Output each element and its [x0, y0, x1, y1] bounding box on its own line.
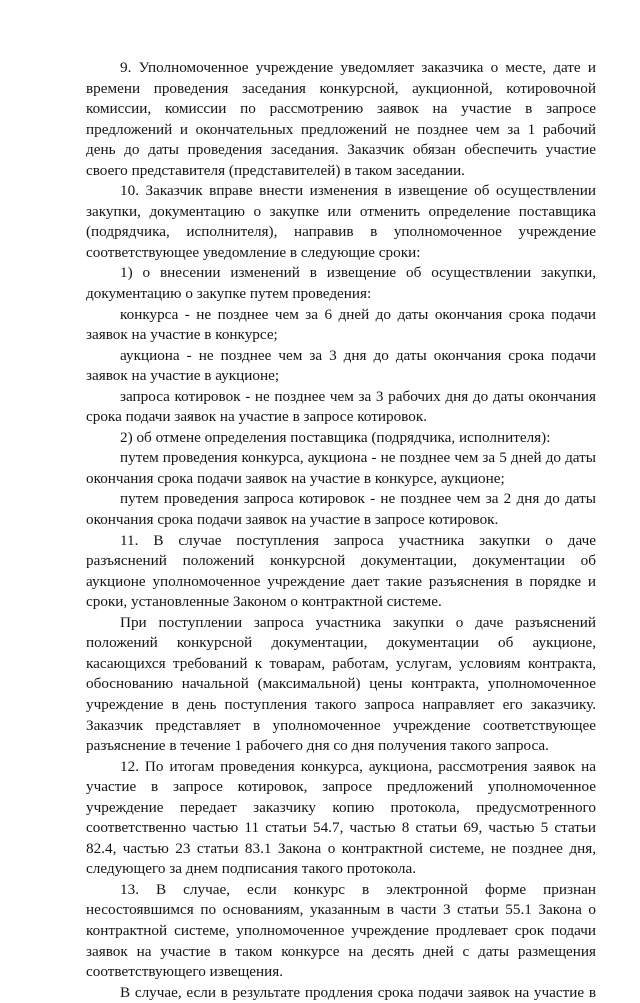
text-line: заявок на участие в конкурсе;	[86, 326, 278, 344]
text-line: конкурса - не позднее чем за 6 дней до даты окончания срока подачи	[120, 305, 596, 323]
text-line: 2) об отмене определения поставщика (подрядчика, исполнителя):	[120, 428, 551, 446]
text-line: предложений и окончательных предложений не позднее чем за 1 рабочий	[86, 120, 596, 138]
text-line: Заказчик представляет в уполномоченное учреждение соответствующее	[86, 716, 596, 734]
text-line: При поступлении запроса участника закупки о даче разъяснений	[120, 613, 596, 631]
text-line: учреждение передает заказчику копию протокола, предусмотренного	[86, 798, 596, 816]
text-line: заявок на участие в аукционе;	[86, 367, 280, 385]
text-line: аукционе уполномоченное учреждение дает такие разъяснения в порядке и	[86, 572, 596, 590]
text-line: соответствующего извещения.	[86, 963, 284, 981]
text-line: разъяснение в течение 1 рабочего дня со дня получения такого запроса.	[86, 737, 549, 755]
text-line: 1) о внесении изменений в извещение об осуществлении закупки,	[120, 264, 596, 282]
text-line: 82.4, частью 23 статьи 83.1 Закона о контрактной системе, не позднее дня,	[86, 839, 596, 857]
text-line: положений конкурсной документации, документации об аукционе,	[86, 634, 596, 652]
text-line: документацию о закупке путем проведения:	[86, 285, 372, 303]
text-line: учреждение в день поступления такого запроса направляет его заказчику.	[86, 695, 596, 713]
text-line: несостоявшимся по основаниям, указанным в части 3 статьи 55.1 Закона о	[86, 901, 596, 919]
text-line: аукциона - не позднее чем за 3 дня до даты окончания срока подачи	[120, 346, 596, 364]
text-line: (подрядчика, исполнителя), направив в уполномоченное учреждение	[86, 223, 596, 241]
text-line: касающихся требований к товарам, работам, услугам, условиям контракта,	[86, 654, 596, 672]
text-line: соответствующее уведомление в следующие сроки:	[86, 243, 421, 261]
text-line: срока подачи заявок на участие в запросе котировок.	[86, 408, 428, 426]
text-line: В случае, если в результате продления срока подачи заявок на участие в	[120, 983, 596, 1001]
text-line: окончания срока подачи заявок на участие в конкурсе, аукционе;	[86, 469, 505, 487]
text-line: 10. Заказчик вправе внести изменения в извещение об осуществлении	[120, 182, 596, 200]
text-line: сроки, установленные Законом о контрактной системе.	[86, 593, 442, 611]
text-line: окончания срока подачи заявок на участие в запросе котировок.	[86, 511, 499, 529]
text-line: времени проведения заседания конкурсной, аукционной, котировочной	[86, 79, 596, 97]
text-line: соответственно частью 11 статьи 54.7, частью 8 статьи 69, частью 5 статьи	[86, 819, 596, 837]
text-line: 12. По итогам проведения конкурса, аукциона, рассмотрения заявок на	[120, 757, 596, 775]
text-line: участие в запросе котировок, запросе предложений уполномоченное	[86, 778, 596, 796]
text-line: запроса котировок - не позднее чем за 3 рабочих дня до даты окончания	[120, 387, 596, 405]
text-line: разъяснений положений конкурсной документации, документации об	[86, 552, 596, 570]
text-line: закупки, документацию о закупке или отменить определение поставщика	[86, 202, 596, 220]
text-line: 13. В случае, если конкурс в электронной форме признан	[120, 880, 596, 898]
text-line: путем проведения запроса котировок - не позднее чем за 2 дня до даты	[120, 490, 596, 508]
text-line: заявок на участие в таком конкурсе на десять дней с даты размещения	[86, 942, 596, 960]
text-line: своего представителя (представителей) в таком заседании.	[86, 161, 465, 179]
text-line: обоснованию начальной (максимальной) цены контракта, уполномоченное	[86, 675, 596, 693]
text-line: день до даты проведения заседания. Заказчик обязан обеспечить участие	[86, 141, 596, 159]
text-line: следующего за днем подписания такого протокола.	[86, 860, 416, 878]
text-line: 11. В случае поступления запроса участника закупки о даче	[120, 531, 596, 549]
text-line: комиссии, комиссии по рассмотрению заявок на участие в запросе	[86, 100, 596, 118]
text-line: 9. Уполномоченное учреждение уведомляет заказчика о месте, дате и	[120, 59, 596, 76]
text-line: путем проведения конкурса, аукциона - не позднее чем за 5 дней до даты	[120, 449, 596, 467]
text-line: контрактной системе, уполномоченное учреждение продлевает срок подачи	[86, 921, 596, 939]
